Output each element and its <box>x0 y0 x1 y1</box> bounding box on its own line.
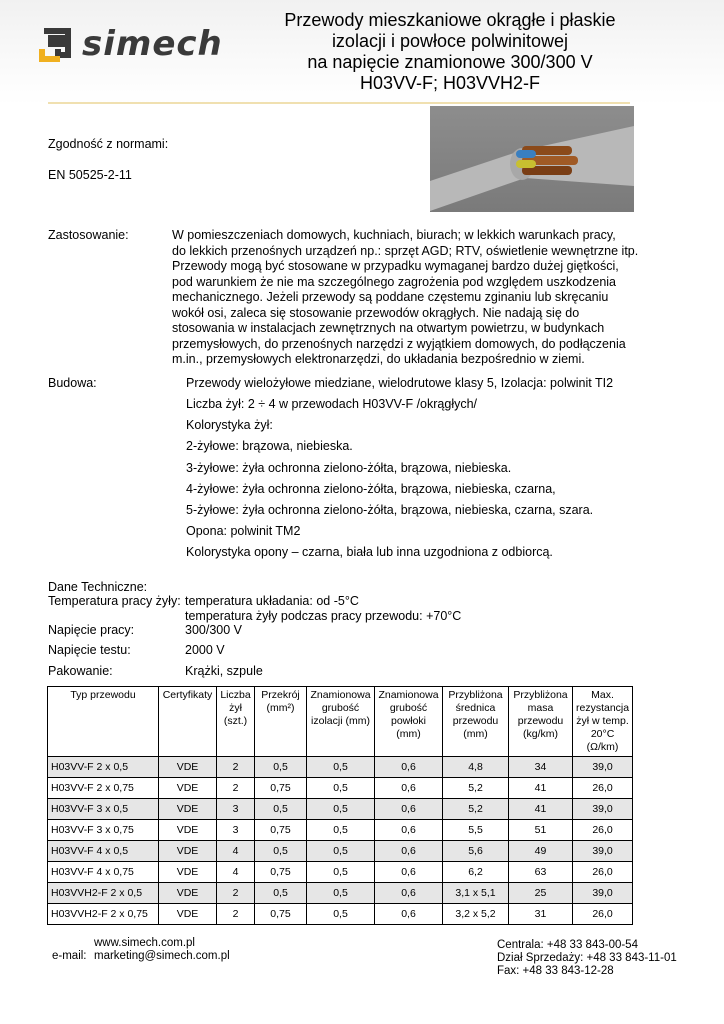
construction-line: Kolorystyka żył: <box>186 418 273 432</box>
column-header: Przybliżona średnica przewodu (mm) <box>443 687 509 757</box>
text-line: W pomieszczeniach domowych, kuchniach, biurach; w lekkich warunkach pracy, <box>172 228 616 242</box>
table-cell: 34 <box>509 757 573 778</box>
table-cell: 49 <box>509 841 573 862</box>
column-header: Max. rezystancja żył w temp. 20°C (Ω/km) <box>573 687 633 757</box>
table-row <box>48 799 633 820</box>
column-header: Znamionowa grubość powłoki (mm) <box>375 687 443 757</box>
table-cell: H03VV-F 3 x 0,75 <box>48 820 159 841</box>
table-cell: 0,5 <box>307 820 375 841</box>
table-row <box>48 841 633 862</box>
column-header: Certyfikaty <box>159 687 217 757</box>
phone-fax: Fax: +48 33 843-12-28 <box>497 965 614 977</box>
table-cell: 5,2 <box>443 778 509 799</box>
column-header: Liczba żył (szt.) <box>217 687 255 757</box>
website-link[interactable] <box>94 937 195 950</box>
table-cell: VDE <box>159 862 217 883</box>
text-line: Przewody mogą być stosowane w przypadku wymaganej bardzo dużej giętkości, <box>172 259 619 273</box>
table-cell: H03VVH2-F 2 x 0,75 <box>48 904 159 925</box>
table-cell: 39,0 <box>573 757 633 778</box>
table-cell: 3 <box>217 799 255 820</box>
voltage-label: Napięcie pracy: <box>48 623 135 637</box>
table-cell: 5,6 <box>443 841 509 862</box>
temp-line: temperatura układania: od -5°C <box>185 594 359 608</box>
simech-logo-icon <box>38 25 76 63</box>
table-row <box>48 757 633 778</box>
table-cell: 25 <box>509 883 573 904</box>
website-link-text[interactable]: www.simech.com.pl <box>94 937 195 949</box>
text-line: m.in., przemysłowych elektronarzędzi, do układania bezpośrednio w ziemi. <box>172 352 585 366</box>
table-cell: 6,2 <box>443 862 509 883</box>
table-cell: 0,6 <box>375 904 443 925</box>
norms-label: Zgodność z normami: <box>48 137 169 151</box>
table-cell: 2 <box>217 904 255 925</box>
phone-centrala: Centrala: +48 33 843-00-54 <box>497 939 638 951</box>
email-link-text[interactable]: marketing@simech.com.pl <box>94 950 230 962</box>
table-cell: 0,6 <box>375 841 443 862</box>
table-cell: 0,75 <box>255 778 307 799</box>
table-cell: 63 <box>509 862 573 883</box>
text-line: do lekkich przenośnych urządzeń np.: sprzęt AGD; RTV, oświetlenie wewnętrzne itp. <box>172 243 639 258</box>
table-cell: VDE <box>159 883 217 904</box>
spec-table <box>47 686 633 925</box>
email-link[interactable] <box>94 950 230 963</box>
construction-line: 4-żyłowe: żyła ochronna zielono-żółta, brązowa, niebieska, czarna, <box>186 482 556 496</box>
table-cell: 39,0 <box>573 799 633 820</box>
construction-line: Opona: polwinit TM2 <box>186 524 301 538</box>
logo-text: simech <box>82 24 223 64</box>
table-cell: 2 <box>217 778 255 799</box>
construction-line: Liczba żył: 2 ÷ 4 w przewodach H03VV-F /okrągłych/ <box>186 397 478 411</box>
table-cell: H03VV-F 3 x 0,5 <box>48 799 159 820</box>
table-row <box>48 820 633 841</box>
test-value: 2000 V <box>185 643 225 657</box>
text-line: wokół osi, zaleca się stosowanie przewodów okrągłych. Nie nadają się do <box>172 305 580 320</box>
table-cell: VDE <box>159 841 217 862</box>
table-cell: 51 <box>509 820 573 841</box>
column-header: Przekrój (mm²) <box>255 687 307 757</box>
table-cell: 3,1 x 5,1 <box>443 883 509 904</box>
table-cell: 0,5 <box>307 904 375 925</box>
table-row <box>48 883 633 904</box>
construction-line: Przewody wielożyłowe miedziane, wielodrutowe klasy 5, Izolacja: polwinit TI2 <box>186 376 614 390</box>
table-cell: 26,0 <box>573 862 633 883</box>
cable-photo <box>430 106 634 212</box>
table-cell: 5,2 <box>443 799 509 820</box>
table-cell: 4 <box>217 841 255 862</box>
construction-line: 3-żyłowe: żyła ochronna zielono-żółta, brązowa, niebieska. <box>186 461 512 475</box>
column-header: Przybliżona masa przewodu (kg/km) <box>509 687 573 757</box>
table-cell: VDE <box>159 757 217 778</box>
table-cell: 4,8 <box>443 757 509 778</box>
table-cell: H03VV-F 4 x 0,5 <box>48 841 159 862</box>
column-header: Typ przewodu <box>48 687 159 757</box>
document-title <box>260 10 640 94</box>
table-cell: VDE <box>159 904 217 925</box>
table-cell: 0,6 <box>375 883 443 904</box>
construction-line: 5-żyłowe: żyła ochronna zielono-żółta, brązowa, niebieska, czarna, szara. <box>186 503 594 517</box>
phone-sales: Dział Sprzedaży: +48 33 843-11-01 <box>497 952 677 964</box>
table-cell: 2 <box>217 883 255 904</box>
table-row <box>48 778 633 799</box>
table-cell: 0,5 <box>255 799 307 820</box>
table-cell: 0,6 <box>375 820 443 841</box>
table-cell: 0,5 <box>307 862 375 883</box>
title-line: H03VV-F; H03VVH2-F <box>359 73 541 93</box>
text-line: pod warunkiem że nie ma szczególnego zagrożenia pod względem uszkodzenia <box>172 274 617 289</box>
text-line: przemysłowych, do przenośnych narzędzi z wyjątkiem domowych, do podłączenia <box>172 336 626 351</box>
test-label: Napięcie testu: <box>48 643 131 657</box>
temp-line: temperatura żyły podczas pracy przewodu: +70°C <box>185 609 462 623</box>
table-row <box>48 862 633 883</box>
construction-line: 2-żyłowe: brązowa, niebieska. <box>186 439 353 453</box>
norms-value: EN 50525-2-11 <box>48 168 132 182</box>
title-line: na napięcie znamionowe 300/300 V <box>307 52 593 72</box>
table-cell: 26,0 <box>573 904 633 925</box>
table-cell: 2 <box>217 757 255 778</box>
table-cell: 0,6 <box>375 799 443 820</box>
table-cell: 41 <box>509 778 573 799</box>
table-cell: 31 <box>509 904 573 925</box>
table-cell: 0,75 <box>255 904 307 925</box>
application-text <box>172 228 642 368</box>
text-line: stosowania w instalacjach zewnętrznych na otwartym powietrzu, w budynkach <box>172 321 605 335</box>
table-cell: 0,5 <box>255 757 307 778</box>
table-cell: 0,5 <box>255 841 307 862</box>
table-cell: H03VVH2-F 2 x 0,5 <box>48 883 159 904</box>
column-header: Znamionowa grubość izolacji (mm) <box>307 687 375 757</box>
table-cell: 26,0 <box>573 778 633 799</box>
table-cell: 0,5 <box>255 883 307 904</box>
table-cell: VDE <box>159 820 217 841</box>
simech-logo <box>38 24 223 64</box>
table-cell: 5,5 <box>443 820 509 841</box>
text-line: mechanicznego. Jeżeli przewody są poddane częstemu zginaniu lub skręcaniu <box>172 290 609 304</box>
table-cell: 39,0 <box>573 883 633 904</box>
table-cell: H03VV-F 4 x 0,75 <box>48 862 159 883</box>
application-label: Zastosowanie: <box>48 228 129 242</box>
packing-label: Pakowanie: <box>48 664 113 678</box>
table-cell: 0,6 <box>375 778 443 799</box>
table-cell: 0,5 <box>307 841 375 862</box>
table-cell: 0,75 <box>255 862 307 883</box>
table-cell: 0,6 <box>375 757 443 778</box>
table-cell: 39,0 <box>573 841 633 862</box>
tech-heading: Dane Techniczne: <box>48 580 148 594</box>
header-divider <box>48 102 630 104</box>
table-cell: VDE <box>159 799 217 820</box>
voltage-value: 300/300 V <box>185 623 242 637</box>
temp-label: Temperatura pracy żyły: <box>48 594 181 608</box>
table-cell: H03VV-F 2 x 0,5 <box>48 757 159 778</box>
table-cell: 3 <box>217 820 255 841</box>
packing-value: Krążki, szpule <box>185 664 263 678</box>
construction-label: Budowa: <box>48 376 97 390</box>
construction-line: Kolorystyka opony – czarna, biała lub inna uzgodniona z odbiorcą. <box>186 545 553 559</box>
table-cell: 41 <box>509 799 573 820</box>
table-cell: 0,5 <box>307 883 375 904</box>
table-cell: VDE <box>159 778 217 799</box>
title-line: izolacji i powłoce polwinitowej <box>331 31 569 51</box>
table-cell: 0,5 <box>307 757 375 778</box>
table-cell: 4 <box>217 862 255 883</box>
table-cell: 0,75 <box>255 820 307 841</box>
table-cell: 0,5 <box>307 799 375 820</box>
table-cell: 3,2 x 5,2 <box>443 904 509 925</box>
table-cell: 0,5 <box>307 778 375 799</box>
table-cell: 26,0 <box>573 820 633 841</box>
title-line: Przewody mieszkaniowe okrągłe i płaskie <box>284 10 616 30</box>
table-row <box>48 904 633 925</box>
table-cell: H03VV-F 2 x 0,75 <box>48 778 159 799</box>
table-cell: 0,6 <box>375 862 443 883</box>
email-label: e-mail: <box>52 950 87 962</box>
